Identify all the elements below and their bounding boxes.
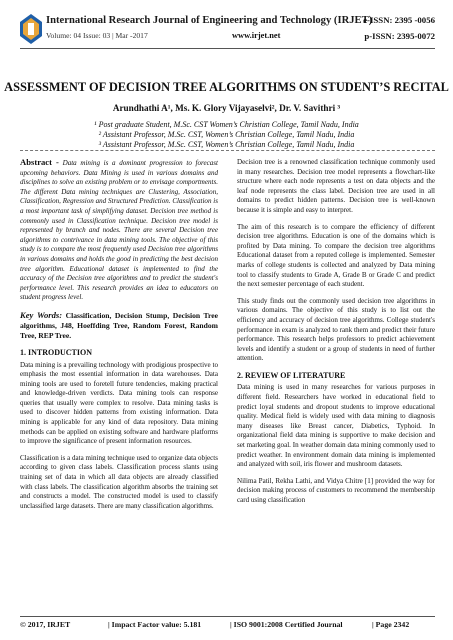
footer-iso: | ISO 9001:2008 Certified Journal <box>230 620 343 629</box>
footer-impact-factor: | Impact Factor value: 5.181 <box>108 620 202 629</box>
author-list: Arundhathi A¹, Ms. K. Glory Vijayaselvi², Dr. V. Savithri ³ <box>112 103 341 113</box>
section-heading-introduction: 1. INTRODUCTION <box>20 347 93 357</box>
affiliation-2: ² Assistant Professor, M.Sc. CST, Women’s Christian College, Tamil Nadu, India <box>98 130 355 139</box>
paper-title: ASSESSMENT OF DECISION TREE ALGORITHMS ON STUDENT’S RECITAL <box>4 80 449 94</box>
volume-issue: Volume: 04 Issue: 03 | Mar -2017 <box>46 31 148 40</box>
paragraph: Nilima Patil, Rekha Lathi, and Vidya Chitre [1] provided the way for decision making process of customers to recommend the membership card using classification <box>237 476 435 504</box>
affiliation-3: ³ Assistant Professor, M.Sc. CST, Women’s Christian College, Tamil Nadu, India <box>98 140 355 149</box>
keywords-label: Key Words: <box>20 309 63 320</box>
journal-website: www.irjet.net <box>232 31 281 40</box>
footer-rule <box>20 616 435 617</box>
right-column <box>237 158 435 513</box>
abstract-label: Abstract - <box>20 157 59 167</box>
paragraph: Classification is a data mining technique used to organize data objects according to given class labels. Classification process slants using training set of data in which all data objects are already classified with class labels. The classification algorithm absorbs the training set and constructs a model. The constructed model is used to classify unclassified large datasets. There are many classification algorithms. <box>20 453 218 510</box>
section-divider <box>20 150 435 152</box>
keywords <box>20 310 218 341</box>
abstract <box>20 158 218 303</box>
header-rule <box>20 48 435 49</box>
journal-name: International Research Journal of Engineering and Technology (IRJET) <box>46 15 373 26</box>
journal-header <box>20 14 435 52</box>
paragraph: Decision tree is a renowned classification technique commonly used in many researches. Decision tree model represents a flowchart-like structure where each node represents a test on data objects and the leaf node represents the class label. Decision tree are used in all domains to predict hidden patterns. Decision tree is well-known because it is simple and easy to interpret. <box>237 158 435 214</box>
footer-copyright: © 2017, IRJET <box>20 620 71 629</box>
section-heading-review: 2. REVIEW OF LITERATURE <box>237 370 346 380</box>
abstract-text: Data mining is a dominant progression to forecast upcoming behaviors. Data Mining is used in various domains and disciplines to solve an existing problem or to envisage comportments. The different Data mining techniques are Clustering, Association, Classification, Regression and Structured Prediction. Classification is a most important task of simplifying dataset. Decision tree method is commonly used in Classification technique. Decision tree model is represented by branch and nodes. There are several Decision tree algorithms to contrivance in data mining tools. The objective of this study is to compare the most frequently used Decision tree algorithms in various domains and holds the good in predicting the best decision tree algorithm. Educational dataset is implemented to find the accuracy of the Decision tree algorithms and to predict the student's performance level. This research provides an idea to educators on student progress level. <box>20 159 218 302</box>
left-column <box>20 158 218 518</box>
paragraph: The aim of this research is to compare the efficiency of different decision tree algorithms. Education is one of the domains which is profited by Data mining. To compare the decision tree algorithms Educational dataset from a reputed college is implemented. Semester marks of college students is collected and analyzed by Data mining tool to classify students to Grade A, Grade B or Grade C and predict the next semester percentage of each student. <box>237 222 435 289</box>
affiliation-1: ¹ Post graduate Student, M.Sc. CST Women’s Christian College, Tamil Nadu, India <box>94 120 359 129</box>
paragraph: This study finds out the commonly used decision tree algorithms in various domains. The objective of this study is to list out the efficiency and accuracy of decision tree algorithms. College student's performance in exam is analyzed to rank them and predict their future performance. This research helps professors to predict achievement levels and identify a student or a group of students in need of further attention. <box>237 296 435 363</box>
footer-page-number: | Page 2342 <box>372 620 410 629</box>
irjet-logo <box>20 14 42 44</box>
p-issn: p-ISSN: 2395-0072 <box>364 31 435 41</box>
paragraph: Data mining is a prevailing technology with prodigious prospective to emphasis the most essential information in data warehouses. Data mining tools are used to foretell future tendencies, making practical and knowledge-driven verdicts. Data mining tools can response queries that usually were complex to resolve. Data mining tasks is used to discover hidden patterns from existing information. Data mining is applicable for any kind of data repository. Data mining methods can be applied on existing software and hardware platforms to improve the significance of present information resources. <box>20 360 218 446</box>
paragraph: Data mining is used in many researches for various purposes in different field. Researchers have worked in educational field to predict loyal students and dropout students to improve educational quality. Medical field is widely used with data mining to diagnosis many diseases like Breast cancer, Diabetics, Typhoid. In organizational field data mining is supportive to make decision and set marketing goal. In weather domain data mining commonly used to predict weather. In environment domain data mining is implemented and analyzed with soil, iris flower and mushroom datasets. <box>237 383 435 469</box>
e-issn: e-ISSN: 2395 -0056 <box>363 15 435 25</box>
keywords-text: Classification, Decision Stump, Decision Tree algorithms, J48, Hoeffding Tree, Random Forest, Random Tree, REP Tree. <box>20 310 218 340</box>
